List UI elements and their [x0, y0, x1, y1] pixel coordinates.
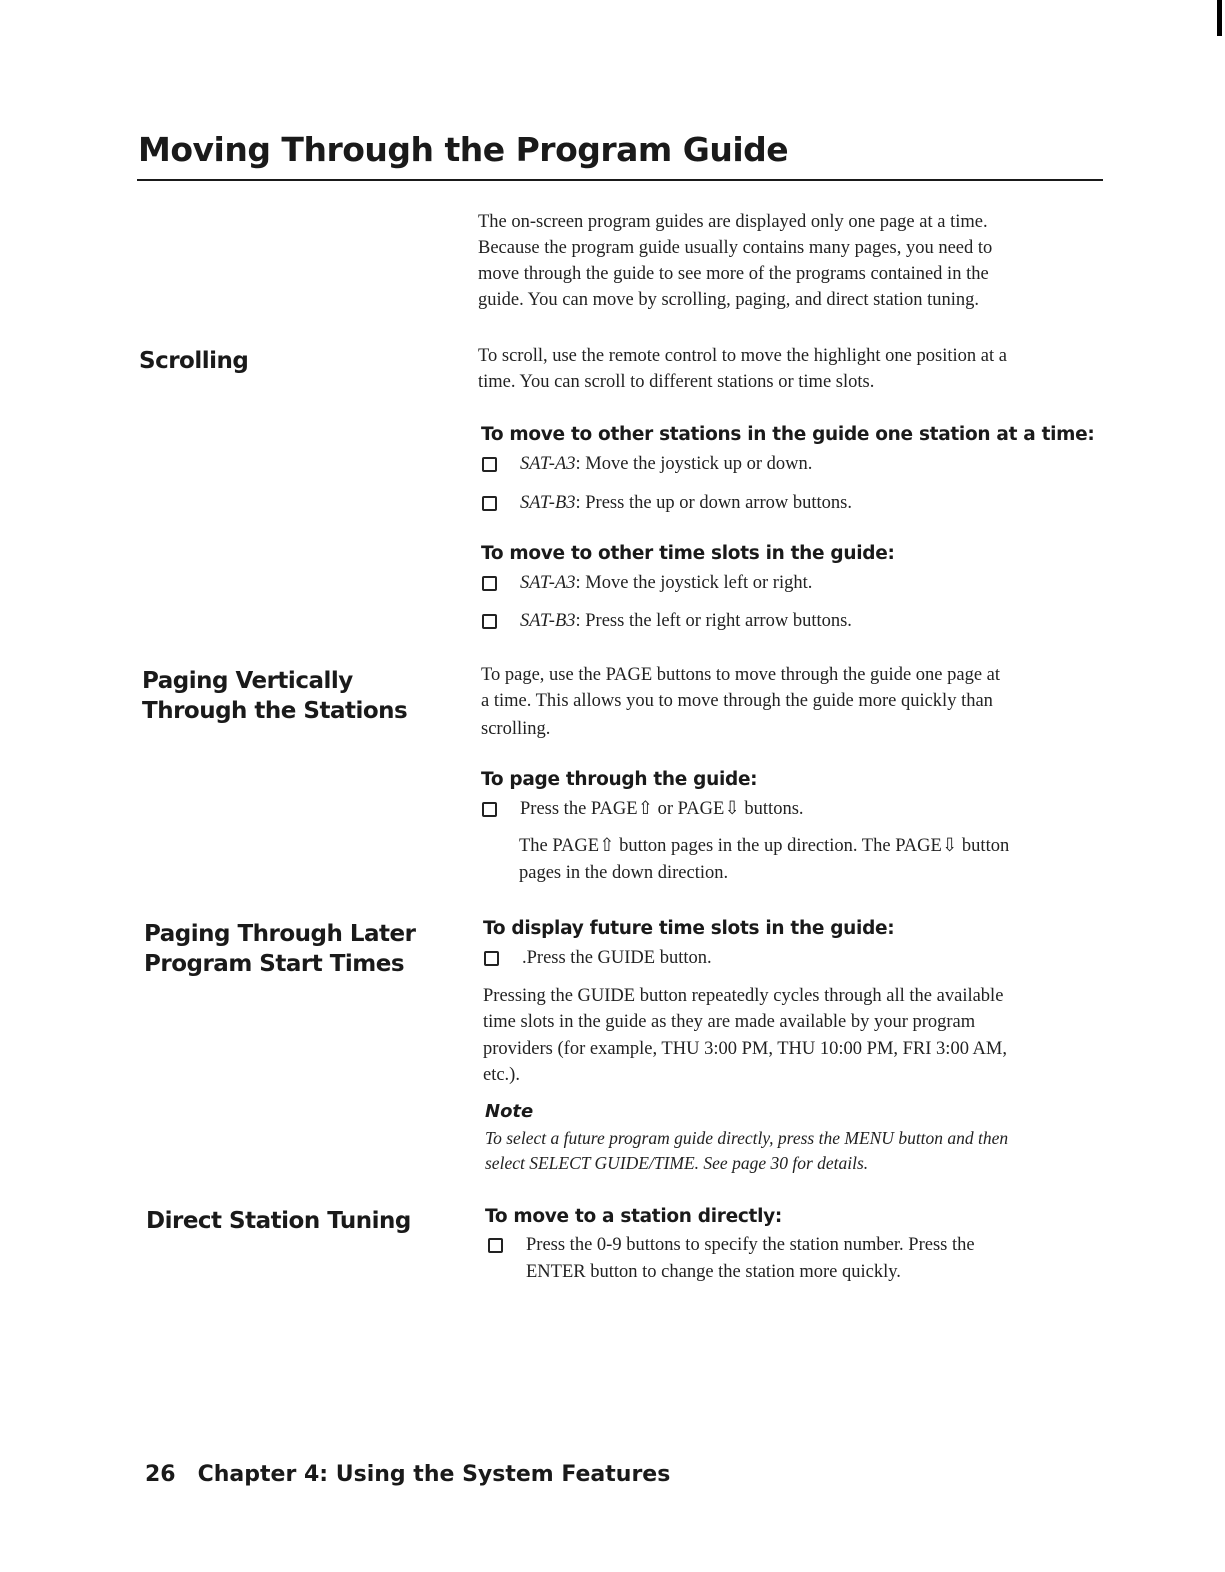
- model-name: SAT-B3: [520, 493, 576, 513]
- intro-line: guide. You can move by scrolling, paging, and direct station tuning.: [478, 290, 979, 310]
- paging-line: a time. This allows you to move through the guide more quickly than: [481, 691, 993, 711]
- page-edge-mark: [1217, 0, 1222, 36]
- guide-line: Pressing the GUIDE button repeatedly cycles through all the available: [483, 986, 1004, 1006]
- list-item: [482, 796, 804, 823]
- page-number: 26: [145, 1462, 176, 1487]
- checkbox-bullet-icon: [484, 951, 499, 966]
- model-name: SAT-A3: [520, 454, 576, 474]
- heading-line: Program Start Times: [144, 951, 405, 977]
- subheading-direct: To move to a station directly:: [485, 1206, 782, 1227]
- heading-line: Paging Through Later: [144, 921, 416, 947]
- paging-line: scrolling.: [481, 719, 551, 739]
- checkbox-bullet-icon: [482, 802, 497, 817]
- subheading-time-slots: To move to other time slots in the guide:: [481, 543, 895, 564]
- list-item: [484, 945, 712, 972]
- scrolling-line: To scroll, use the remote control to move the highlight one position at a: [478, 346, 1007, 366]
- checkbox-bullet-icon: [482, 614, 497, 629]
- guide-line: providers (for example, THU 3:00 PM, THU 10:00 PM, FRI 3:00 AM,: [483, 1039, 1007, 1059]
- chapter-title: Chapter 4: Using the System Features: [197, 1462, 671, 1487]
- list-item: [488, 1232, 975, 1285]
- item-text: .Press the GUIDE button.: [522, 948, 712, 968]
- model-name: SAT-A3: [520, 573, 576, 593]
- list-item: [482, 490, 852, 517]
- paging-detail-line: pages in the down direction.: [519, 863, 729, 883]
- page-footer: [145, 1462, 670, 1487]
- page-title: Moving Through the Program Guide: [138, 130, 789, 169]
- heading-line: Through the Stations: [142, 698, 408, 724]
- section-heading-paging-vertically: [142, 666, 407, 726]
- title-rule: [137, 179, 1103, 181]
- intro-line: move through the guide to see more of the programs contained in the: [478, 264, 989, 284]
- item-text: : Move the joystick left or right.: [575, 573, 813, 593]
- intro-line: The on-screen program guides are displayed only one page at a time.: [478, 212, 988, 232]
- checkbox-bullet-icon: [488, 1238, 503, 1253]
- note-label: Note: [485, 1101, 534, 1122]
- subheading-page-through: To page through the guide:: [481, 769, 758, 790]
- heading-line: Paging Vertically: [142, 668, 353, 694]
- item-line: ENTER button to change the station more quickly.: [526, 1261, 901, 1282]
- note-line: select SELECT GUIDE/TIME. See page 30 for details.: [485, 1153, 869, 1173]
- guide-line: etc.).: [483, 1065, 520, 1085]
- item-text: : Press the up or down arrow buttons.: [575, 493, 852, 513]
- paging-detail-line: The PAGE⇧ button pages in the up direction. The PAGE⇩ button: [519, 836, 1010, 856]
- section-heading-direct-tuning: Direct Station Tuning: [146, 1208, 411, 1234]
- subheading-future-slots: To display future time slots in the guide:: [483, 918, 895, 939]
- checkbox-bullet-icon: [482, 457, 497, 472]
- item-text: : Move the joystick up or down.: [575, 454, 813, 474]
- item-line: Press the 0-9 buttons to specify the station number. Press the: [526, 1235, 975, 1255]
- item-text: : Press the left or right arrow buttons.: [575, 611, 852, 631]
- scrolling-line: time. You can scroll to different stations or time slots.: [478, 372, 875, 392]
- intro-line: Because the program guide usually contains many pages, you need to: [478, 238, 993, 258]
- subheading-stations: To move to other stations in the guide one station at a time:: [481, 424, 1095, 445]
- paging-line: To page, use the PAGE buttons to move through the guide one page at: [481, 665, 1001, 685]
- model-name: SAT-B3: [520, 611, 576, 631]
- guide-line: time slots in the guide as they are made available by your program: [483, 1012, 976, 1032]
- section-heading-paging-later: [144, 919, 416, 979]
- list-item: [482, 570, 812, 597]
- section-heading-scrolling: Scrolling: [139, 348, 249, 374]
- list-item: [482, 451, 812, 478]
- item-text: [526, 1232, 975, 1285]
- checkbox-bullet-icon: [482, 576, 497, 591]
- list-item: [482, 608, 852, 635]
- checkbox-bullet-icon: [482, 496, 497, 511]
- note-line: To select a future program guide directly, press the MENU button and then: [485, 1128, 1009, 1148]
- item-text: Press the PAGE⇧ or PAGE⇩ buttons.: [520, 799, 804, 819]
